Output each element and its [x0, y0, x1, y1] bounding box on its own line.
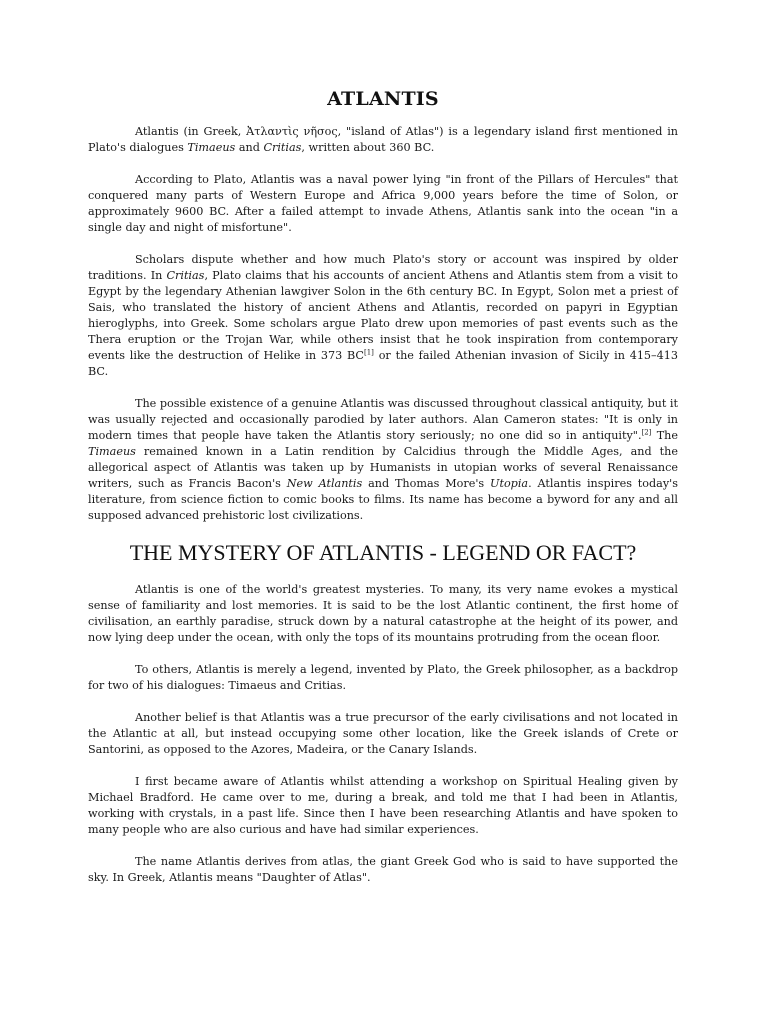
italic-title: Utopia — [490, 477, 529, 490]
paragraph-scholars — [88, 252, 678, 380]
paragraph-text: Atlantis (in Greek, Ἀτλαντὶς νῆσος, "island of Atlas") is a legendary island first mentioned in Plato's dialogues — [88, 125, 678, 154]
italic-title: New Atlantis — [286, 477, 363, 490]
paragraph-text: and — [235, 141, 264, 154]
italic-title: Critias — [263, 141, 302, 154]
paragraph-intro — [88, 124, 678, 156]
page-title: ATLANTIS — [327, 88, 439, 110]
paragraph-text: remained known in a Latin rendition by Calcidius through the Middle Ages, and the allegorical aspect of Atlantis was taken up by Humanists in utopian works of several Renaissance writers, such as Francis Bacon's — [88, 445, 678, 490]
document-body — [88, 88, 678, 902]
paragraph-name-origin: The name Atlantis derives from atlas, the giant Greek God who is said to have supported the sky. In Greek, Atlantis means "Daughter of Atlas". — [88, 855, 678, 884]
paragraph-text: Scholars dispute whether and how much Plato's story or account was inspired by older traditions. In — [88, 253, 678, 282]
section-heading: THE MYSTERY OF ATLANTIS - LEGEND OR FACT? — [129, 540, 637, 565]
paragraph-text: , Plato claims that his accounts of ancient Athens and Atlantis stem from a visit to Egypt by the legendary Athenian lawgiver Solon in the 6th century BC. In Egypt, Solon met a priest of Sais, who translated the history of ancient Athens and Atlantis, recorded on papyri in Egyptian hieroglyphs, into Greek. Some scholars argue Plato drew upon memories of past events such as the Thera eruption or the Trojan War, while others insist that he took inspiration from contemporary events like the destruction of Helike in 373 BC — [88, 269, 678, 362]
footnote-ref[interactable]: [2] — [641, 428, 652, 437]
paragraph-text: The — [651, 429, 678, 442]
paragraph-text: The possible existence of a genuine Atlantis was discussed throughout classical antiquity, but it was usually rejected and occasionally parodied by later authors. Alan Cameron states: "It is only in modern times that people have taken the Atlantis story seriously; no one did so in antiquity". — [88, 397, 678, 442]
italic-title: Timaeus — [187, 141, 236, 154]
paragraph-text: and Thomas More's — [362, 477, 491, 490]
italic-title: Timaeus — [88, 445, 136, 458]
paragraph-personal: I first became aware of Atlantis whilst attending a workshop on Spiritual Healing given by Michael Bradford. He came over to me, during a break, and told me that I had been in Atlantis, working with crystals, in a past life. Since then I have been researching Atlantis and have spoken to many people who are also curious and have had similar experiences. — [88, 775, 678, 836]
paragraph-antiquity — [88, 396, 678, 524]
paragraph-text: , written about 360 BC. — [301, 141, 435, 154]
footnote-ref[interactable]: [1] — [363, 348, 374, 357]
paragraph-text: . Atlantis inspires today's literature, from science fiction to comic books to films. Its name has become a byword for any and all supposed advanced prehistoric lost civilizations. — [88, 477, 678, 522]
paragraph-naval-power: According to Plato, Atlantis was a naval power lying "in front of the Pillars of Hercules" that conquered many parts of Western Europe and Africa 9,000 years before the time of Solon, or approximately 9600 BC. After a failed attempt to invade Athens, Atlantis sank into the ocean "in a single day and night of misfortune". — [88, 173, 678, 234]
paragraph-precursor: Another belief is that Atlantis was a true precursor of the early civilisations and not located in the Atlantic at all, but instead occupying some other location, like the Greek islands of Crete or Santorini, as opposed to the Azores, Madeira, or the Canary Islands. — [88, 711, 678, 756]
paragraph-legend: To others, Atlantis is merely a legend, invented by Plato, the Greek philosopher, as a backdrop for two of his dialogues: Timaeus and Critias. — [88, 663, 678, 692]
paragraph-text: or the failed Athenian invasion of Sicily in 415–413 BC. — [88, 349, 678, 378]
italic-title: Critias — [166, 269, 205, 282]
paragraph-mysteries: Atlantis is one of the world's greatest mysteries. To many, its very name evokes a mystical sense of familiarity and lost memories. It is said to be the lost Atlantic continent, the first home of civilisation, an earthly paradise, struck down by a natural catastrophe at the height of its power, and now lying deep under the ocean, with only the tops of its mountains protruding from the ocean floor. — [88, 583, 678, 644]
